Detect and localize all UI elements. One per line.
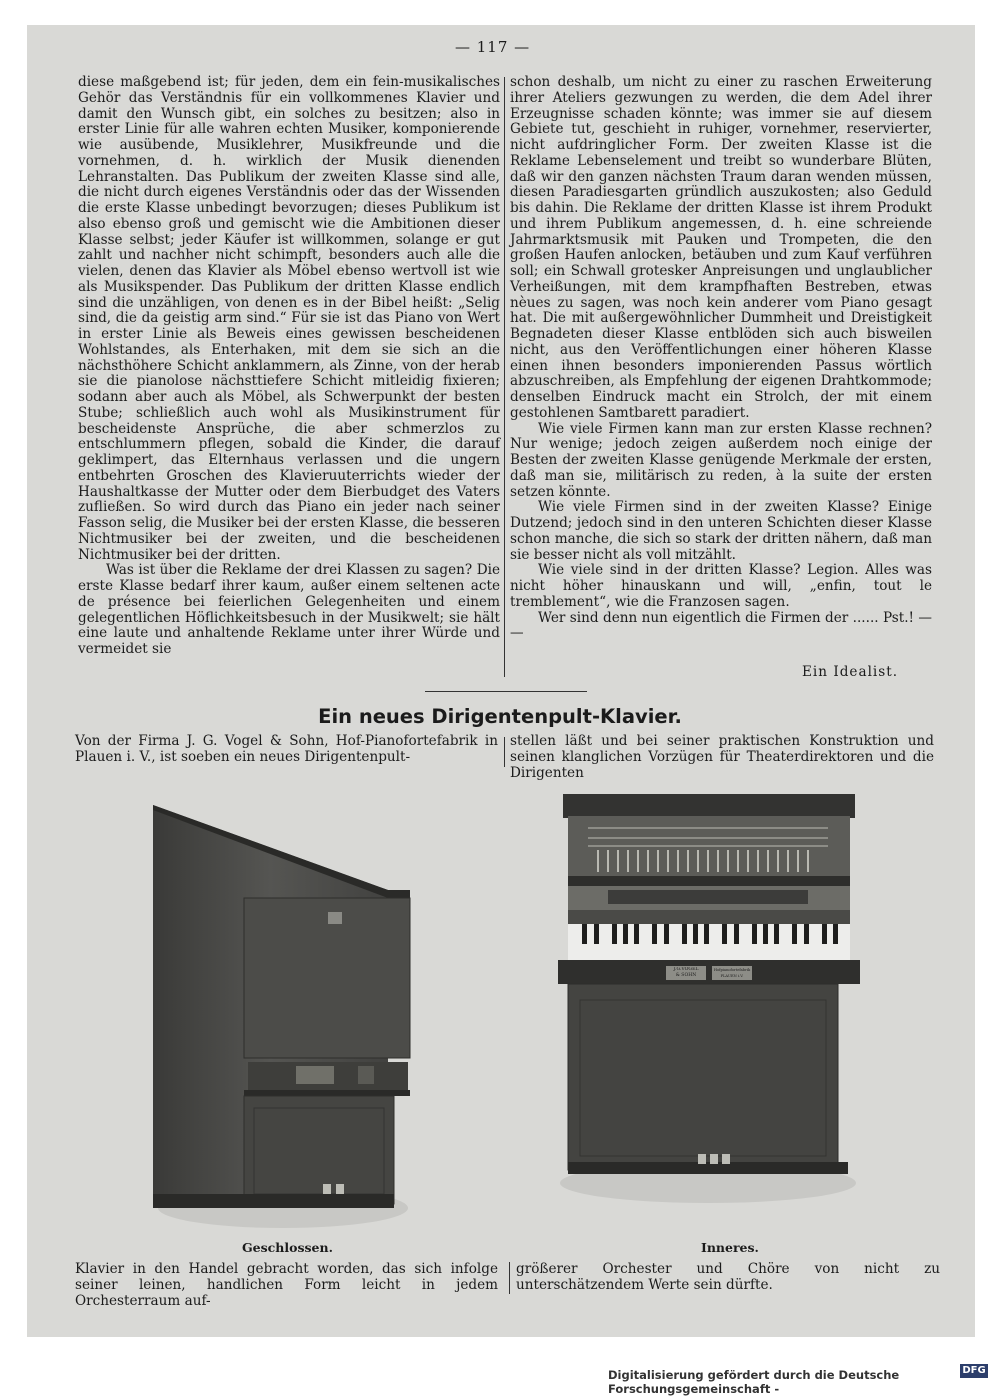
right-text-column xyxy=(510,75,932,642)
section-divider xyxy=(425,691,587,692)
paragraph: schon deshalb, um nicht zu einer zu raschen Erweiterung ihrer Ateliers gezwungen zu werden, die dem Adel ihrer Erzeugnisse schaden könnte; was immer sie auf diesem Gebiete tut, geschieht in ruhiger, vornehmer, reservierter, nicht aufdringlicher Form. Der zweiten Klasse ist die Reklame Lebenselement und treibt so wunderbare Blüten, daß wir den ganzen nächsten Traum daran wenden müssen, diesen Paradiesgarten gründlich auszukosten; also Geduld bis dahin. Die Reklame der dritten Klasse ist ihrem Produkt und ihrem Publikum angemessen, d. h. eine schreiende Jahrmarktsmusik mit Pauken und Trompeten, die den großen Haufen anlocken, betäuben und zum Kauf verführen soll; ein Schwall grotesker Anpreisungen und unglaublicher Verheißungen, mit dem krampfhaften Bestreben, etwas nèues zu sagen, was noch kein anderer vom Piano gesagt hat. Die mit außergewöhnlicher Dummheit und Dreistigkeit Begnadeten dieser Klasse entblöden sich auch bisweilen nicht, aus den Veröffentlichungen einer höheren Klasse einen ihnen besonders imponierenden Passus wörtlich abzuschreiben, als Empfehlung der eigenen Drahtkommode; denselben Eindruck macht ein Strolch, der mit einem gestohlenen Samtbarett paradiert. xyxy=(510,74,932,421)
photo-piano-closed xyxy=(148,800,418,1240)
caption-interior: Inneres. xyxy=(701,1240,759,1255)
paragraph: diese maßgebend ist; für jeden, dem ein fein-musikalisches Gehör das Verständnis für ein vollkommenes Klavier und damit den Wunsch gibt, ein solches zu besitzen; also in erster Linie für alle wahren echten Musiker, komponierende wie ausübende, Musiklehrer, Musikfreunde und die vornehmen, d. h. wirklich der Musik dienenden Lehranstalten. Das Publikum der zweiten Klasse sind alle, die nicht durch eigenes Verständnis oder das der Wissenden die erste Klasse unbedingt bevorzugen; dieses Publikum ist also ebenso groß und gemischt wie die Ambitionen dieser Klasse selbst; jeder Käufer ist willkommen, solange er gut zahlt und nachher nicht schimpft, besonders auch alle die vielen, denen das Klavier als Möbel ebenso wertvoll ist wie als Musikspender. Das Publikum der dritten Klasse endlich sind die unzähligen, von denen es in der Bibel heißt: „Selig sind, die da geistig arm sind.“ Für sie ist das Piano von Wert in erster Linie als Beweis eines gewissen bescheidenen Wohlstandes, als Enterhaken, mit dem sie sich an die nächsthöhere Schicht anklammern, als Zinne, von der herab sie die pianolose nächsttiefere Schicht mitleidig fixieren; sodann aber auch als Möbel, als Schwerpunkt der besten Stube; schließlich auch wohl als Musikinstrument für bescheidenste Ansprüche, die aber schmerzlos zu entschlummern pflegen, sobald die Kinder, die darauf geklimpert, das Elternhaus verlassen und die ungern entbehrten Groschen des Klavieruuterrichts wieder der Haushaltkasse der Mutter oder dem Bierbudget des Vaters zufließen. So wird durch das Piano ein jeder nach seiner Fasson selig, die Musiker bei der ersten Klasse, die besseren Nichtmusiker bei der zweiten, und die bescheidenen Nichtmusiker bei der dritten. xyxy=(78,74,500,563)
article-intro-left: Von der Firma J. G. Vogel & Sohn, Hof-Pianofortefabrik in Plauen i. V., ist soeben ein neues Dirigentenpult- xyxy=(75,733,498,765)
article-outro-left: Klavier in den Handel gebracht worden, das sich infolge seiner leinen, handlichen Form leicht in jedem Orchesterraum auf- xyxy=(75,1261,498,1309)
caption-closed: Geschlossen. xyxy=(242,1240,333,1255)
paragraph: Wie viele sind in der dritten Klasse? Legion. Alles was nicht höher hinauskann und will, „enfin, tout le tremblement“, wie die Franzosen sagen. xyxy=(510,562,932,610)
column-divider xyxy=(509,1262,510,1294)
article-outro-right: größerer Orchester und Chöre von nicht zu unterschätzendem Werte sein dürfte. xyxy=(516,1261,940,1293)
dfg-logo: DFG xyxy=(960,1364,988,1378)
article-intro-right: stellen läßt und bei seiner praktischen Konstruktion und seinen klanglichen Vorzügen für Theaterdirektoren und die Dirigenten xyxy=(510,733,934,781)
factory-nameplate: Hofpianofortefabrik PLAUEN i.V. xyxy=(713,968,751,978)
page-number: — 117 — xyxy=(455,38,531,56)
author-signature: Ein Idealist. xyxy=(802,664,899,680)
paragraph: Wer sind denn nun eigentlich die Firmen der ...... Pst.! — — xyxy=(510,609,932,642)
paragraph: Was ist über die Reklame der drei Klassen zu sagen? Die erste Klasse bedarf ihrer kaum, außer einem seltenen acte de présence bei feierlichen Gelegenheiten und einem gelegentlichen Höflichkeitsbesuch in der Musikwelt; sie hält eine laute und anhaltende Reklame unter ihrer Würde und vermeidet sie xyxy=(78,562,500,657)
funding-footer: Digitalisierung gefördert durch die Deutsche Forschungsgemeinschaft - xyxy=(608,1368,900,1396)
makers-nameplate: J.G.VOGEL & SOHN xyxy=(673,967,699,978)
paragraph: Wie viele Firmen sind in der zweiten Klasse? Einige Dutzend; jedoch sind in den unteren Schichten dieser Klasse schon manche, die sich so stark der dritten nähern, daß man sie besser nicht als voll mitzählt. xyxy=(510,499,932,563)
paragraph: Wie viele Firmen kann man zur ersten Klasse rechnen? Nur wenige; jedoch zeigen außerdem noch einige der Besten der zweiten Klasse genügende Merkmale der ersten, daß man sie, militärisch zu reden, à la suite der ersten setzen könnte. xyxy=(510,420,932,500)
column-divider xyxy=(504,737,505,767)
left-text-column xyxy=(78,75,500,658)
photo-piano-interior xyxy=(548,788,868,1208)
column-divider xyxy=(504,77,505,677)
article-title: Ein neues Dirigentenpult-Klavier. xyxy=(318,705,682,728)
